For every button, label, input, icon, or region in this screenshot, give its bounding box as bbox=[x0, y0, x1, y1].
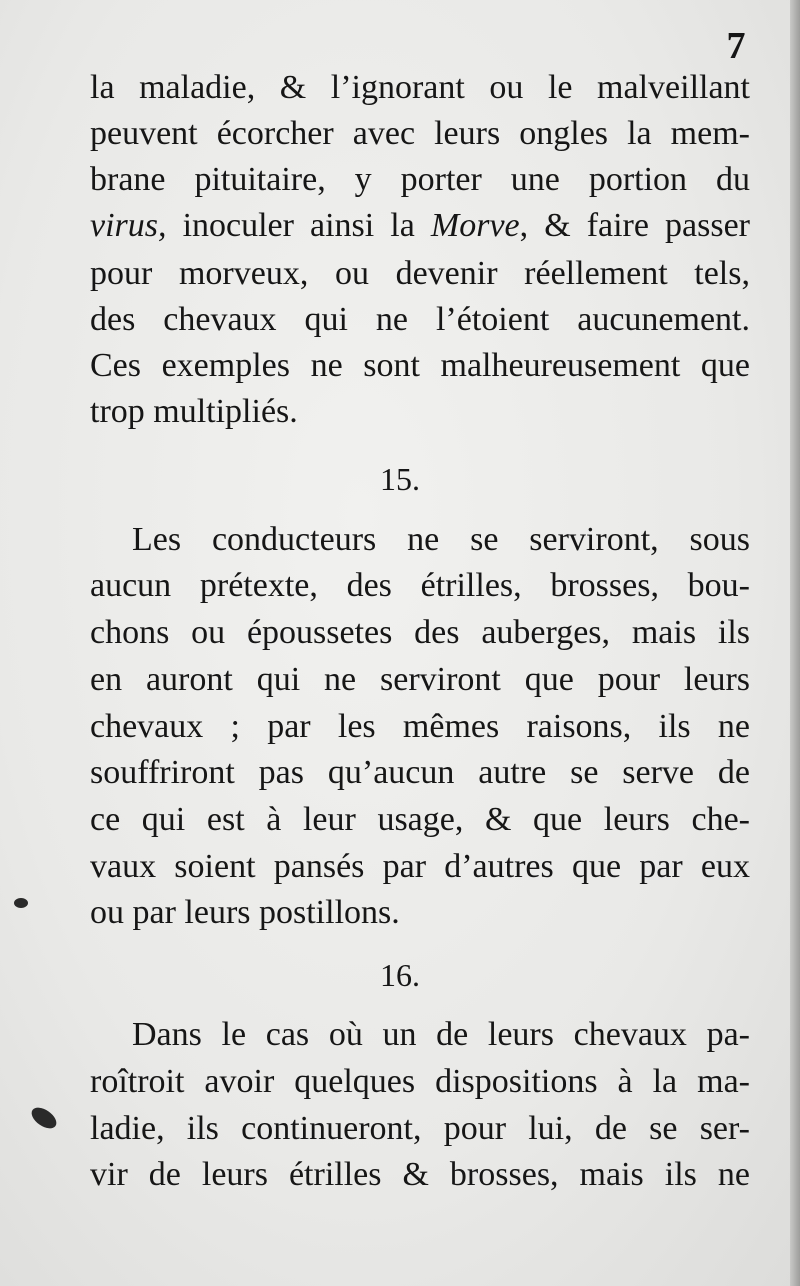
page-edge-shadow bbox=[790, 0, 800, 1286]
text-line: pour morveux, ou devenir réellement tels, bbox=[90, 255, 750, 292]
text-line: trop multipliés. bbox=[90, 393, 298, 430]
ink-speck bbox=[14, 898, 28, 908]
text-line: vir de leurs étrilles & brosses, mais ils ne bbox=[90, 1156, 750, 1193]
text-line: la maladie, & l’ignorant ou le malveillant bbox=[90, 69, 750, 106]
text-line: vaux soient pansés par d’autres que par eux bbox=[90, 848, 750, 885]
text-line: peuvent écorcher avec leurs ongles la mem- bbox=[90, 115, 750, 152]
text-line: chevaux ; par les mêmes raisons, ils ne bbox=[90, 708, 750, 745]
text-line: roîtroit avoir quelques dispositions à la ma- bbox=[90, 1063, 750, 1100]
italic-word-morve: Morve bbox=[430, 207, 520, 244]
text-line: ou par leurs postillons. bbox=[90, 894, 400, 931]
text-line: des chevaux qui ne l’étoient aucunement. bbox=[90, 301, 750, 338]
ink-speck bbox=[28, 1103, 60, 1132]
section-number: 15. bbox=[380, 461, 420, 497]
italic-word-virus: virus, bbox=[90, 207, 167, 244]
text-line: Ces exemples ne sont malheureusement que bbox=[90, 347, 750, 384]
text-fragment: , & faire passer bbox=[519, 207, 751, 244]
text-line: ladie, ils continueront, pour lui, de se ser- bbox=[90, 1110, 750, 1147]
text-line: aucun prétexte, des étrilles, brosses, bou- bbox=[90, 567, 750, 604]
text-line: chons ou époussetes des auberges, mais ils bbox=[90, 614, 750, 651]
text-fragment: inoculer ainsi la bbox=[182, 207, 415, 244]
text-line: ce qui est à leur usage, & que leurs che- bbox=[90, 801, 750, 838]
text-line: souffriront pas qu’aucun autre se serve de bbox=[90, 754, 750, 791]
section-number: 16. bbox=[380, 957, 420, 993]
text-line: brane pituitaire, y porter une portion du bbox=[90, 161, 750, 198]
text-line-with-italics bbox=[90, 201, 750, 251]
text-line: en auront qui ne serviront que pour leurs bbox=[90, 661, 750, 698]
page-number: 7 bbox=[726, 25, 746, 67]
text-line: Dans le cas où un de leurs chevaux pa- bbox=[132, 1016, 750, 1053]
text-line: Les conducteurs ne se serviront, sous bbox=[132, 521, 750, 558]
